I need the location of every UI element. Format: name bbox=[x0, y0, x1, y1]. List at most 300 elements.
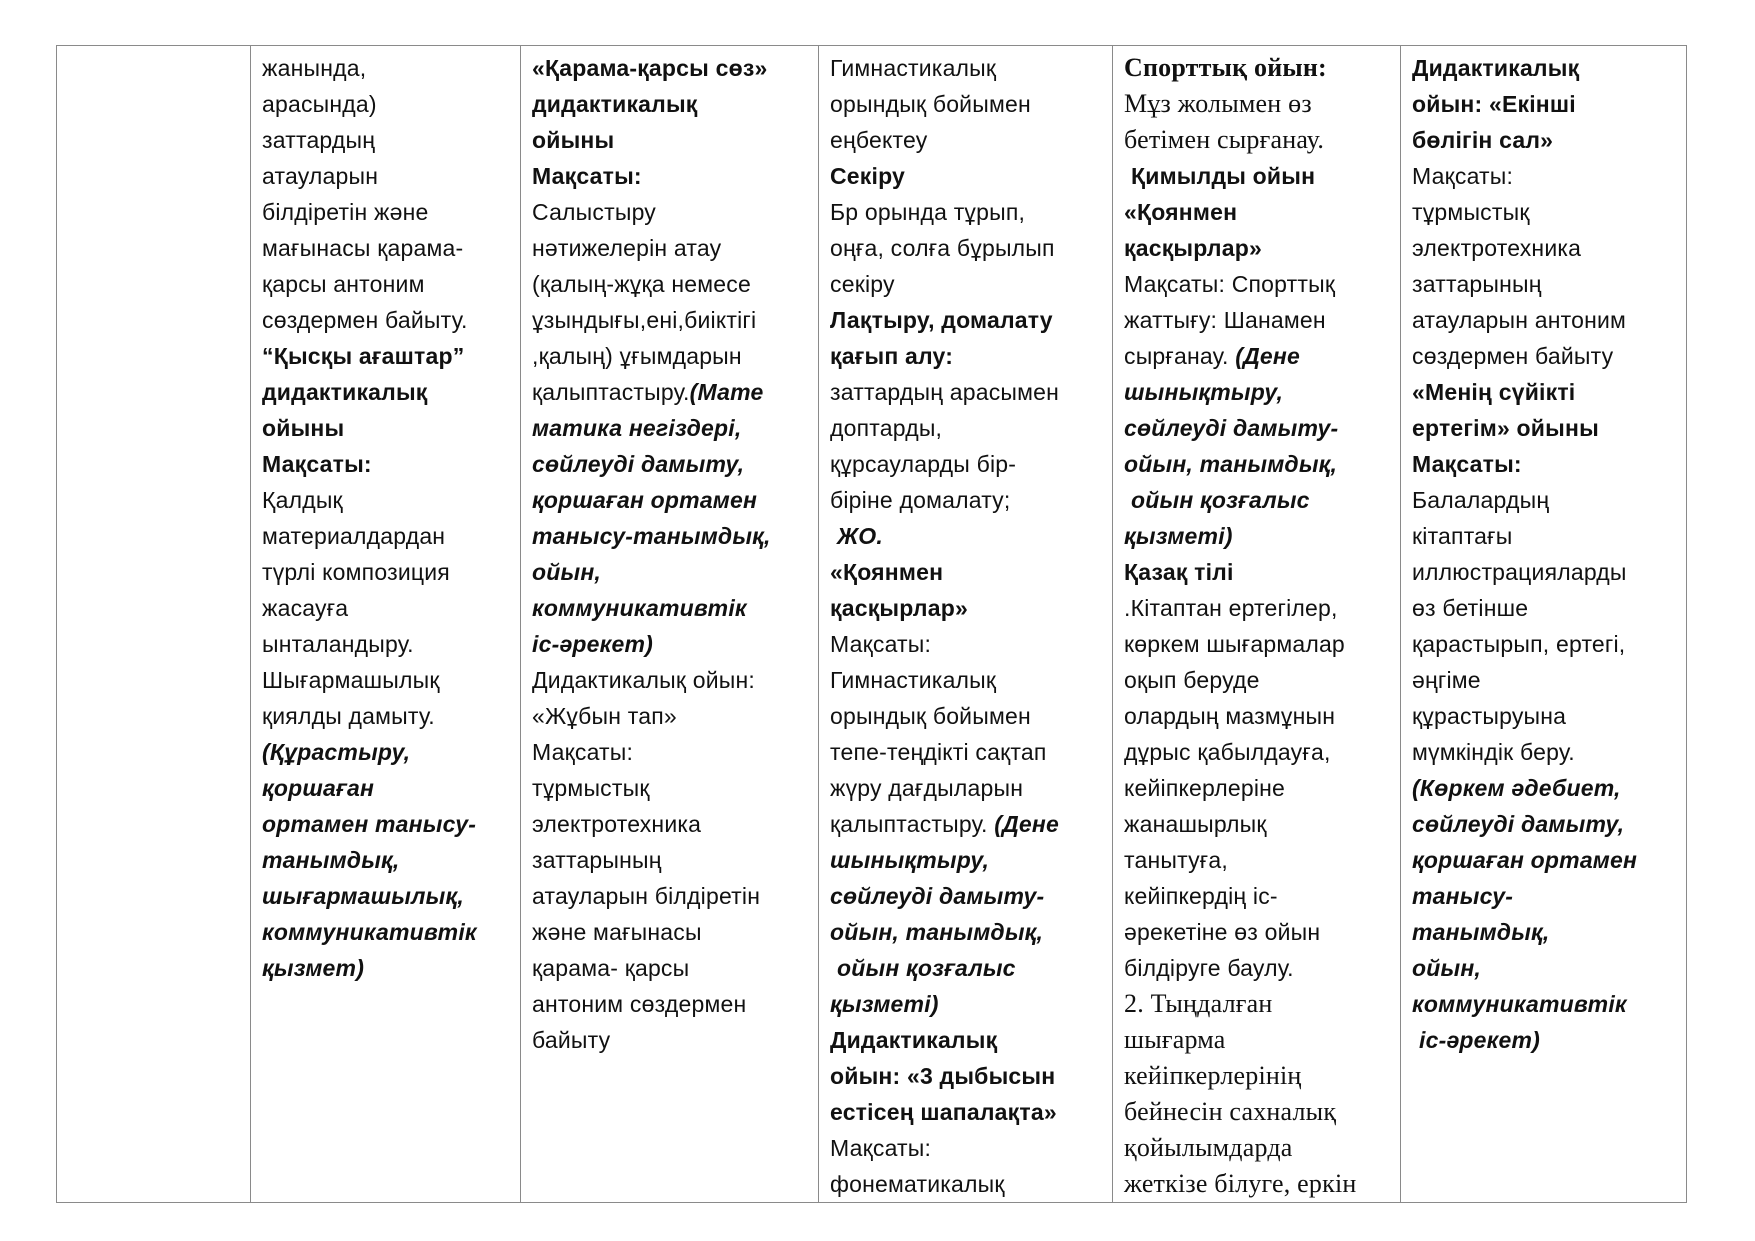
text-line bbox=[1412, 374, 1676, 410]
text-line bbox=[1124, 950, 1390, 986]
text-line bbox=[532, 50, 808, 86]
text-run: ынталандыру. bbox=[262, 631, 414, 657]
text-run: доптарды, bbox=[830, 415, 943, 441]
text-run: кейіпкердің іс- bbox=[1124, 883, 1278, 909]
text-run: сөйлеуді дамыту- bbox=[1124, 415, 1339, 441]
text-line bbox=[830, 86, 1102, 122]
text-line bbox=[830, 374, 1102, 410]
text-line bbox=[830, 230, 1102, 266]
text-run: заттардың арасымен bbox=[830, 379, 1060, 405]
text-run: Мақсаты: Спорттық bbox=[1124, 271, 1336, 297]
text-line bbox=[830, 50, 1102, 86]
text-run: еңбектеу bbox=[830, 127, 928, 153]
text-run: ойын қозғалыс bbox=[1131, 487, 1310, 513]
text-run: (Дене bbox=[1228, 343, 1300, 369]
text-run: Секіру bbox=[830, 163, 906, 189]
text-run: ойын, танымдық, bbox=[830, 919, 1044, 945]
text-run: Лақтыру, домалату bbox=[830, 307, 1053, 333]
text-line bbox=[1124, 122, 1390, 158]
text-run: (Дене bbox=[987, 811, 1059, 837]
text-run: коммуникативтік bbox=[1412, 991, 1627, 1017]
text-run: ойын, bbox=[1412, 955, 1482, 981]
text-run: заттарының bbox=[1412, 271, 1542, 297]
text-line bbox=[830, 1130, 1102, 1166]
text-run: ойын, bbox=[532, 559, 602, 585]
text-line bbox=[830, 1094, 1102, 1130]
text-line bbox=[830, 266, 1102, 302]
text-run: Мақсаты: bbox=[830, 1135, 932, 1161]
text-run: қойылымдарда bbox=[1124, 1133, 1293, 1162]
text-line bbox=[830, 410, 1102, 446]
text-line bbox=[262, 554, 510, 590]
column-6-cell bbox=[1401, 46, 1687, 1203]
text-line bbox=[262, 734, 510, 770]
text-line bbox=[830, 194, 1102, 230]
text-line bbox=[1412, 842, 1676, 878]
text-run: ойыны bbox=[532, 127, 615, 153]
text-line bbox=[532, 842, 808, 878]
text-run: жүру дағдыларын bbox=[830, 775, 1024, 801]
text-line bbox=[262, 482, 510, 518]
text-line bbox=[532, 266, 808, 302]
text-line bbox=[532, 302, 808, 338]
text-line bbox=[1124, 302, 1390, 338]
text-line bbox=[1412, 878, 1676, 914]
text-line bbox=[262, 590, 510, 626]
text-run: көркем шығармалар bbox=[1124, 631, 1345, 657]
text-line bbox=[532, 986, 808, 1022]
text-run: «Менің сүйікті bbox=[1412, 379, 1576, 405]
text-run: бейнесін сахналық bbox=[1124, 1097, 1337, 1126]
text-run: шығарма bbox=[1124, 1025, 1226, 1054]
text-line bbox=[532, 698, 808, 734]
text-line bbox=[830, 914, 1102, 950]
text-run: шынықтыру, bbox=[1124, 379, 1284, 405]
text-run: «Қоянмен bbox=[830, 559, 944, 585]
text-line bbox=[262, 122, 510, 158]
text-line bbox=[1124, 230, 1390, 266]
text-run: сөйлеуді дамыту, bbox=[532, 451, 745, 477]
text-run: электротехника bbox=[1412, 235, 1582, 261]
text-line bbox=[1124, 554, 1390, 590]
text-line bbox=[1124, 158, 1390, 194]
text-line bbox=[1412, 86, 1676, 122]
text-run: Гимнастикалық bbox=[830, 55, 997, 81]
text-run: ұзындығы,ені,биіктігі bbox=[532, 307, 757, 333]
text-line bbox=[830, 338, 1102, 374]
text-run: атауларын bbox=[262, 163, 379, 189]
text-line bbox=[830, 734, 1102, 770]
text-run: Балалардың bbox=[1412, 487, 1550, 513]
text-line bbox=[1124, 410, 1390, 446]
text-line bbox=[532, 914, 808, 950]
text-run: .Кітаптан ертегілер, bbox=[1124, 595, 1338, 621]
text-line bbox=[1124, 1166, 1390, 1202]
text-line bbox=[830, 302, 1102, 338]
text-line bbox=[262, 266, 510, 302]
text-run: Мұз жолымен өз bbox=[1124, 89, 1312, 118]
text-line bbox=[532, 86, 808, 122]
text-line bbox=[1124, 194, 1390, 230]
text-run: тұрмыстық bbox=[1412, 199, 1530, 225]
text-line bbox=[1412, 662, 1676, 698]
text-run: қағып алу: bbox=[830, 343, 954, 369]
text-run: кейіпкерлерінің bbox=[1124, 1061, 1302, 1090]
text-run: орындық бойымен bbox=[830, 91, 1031, 117]
text-line bbox=[1124, 806, 1390, 842]
text-run: кітаптағы bbox=[1412, 523, 1513, 549]
text-run: Гимнастикалық bbox=[830, 667, 997, 693]
text-line bbox=[830, 842, 1102, 878]
text-line bbox=[1124, 914, 1390, 950]
text-line bbox=[1412, 446, 1676, 482]
text-run: байыту bbox=[532, 1027, 611, 1053]
text-run: жанында, bbox=[262, 55, 367, 81]
text-line bbox=[1412, 266, 1676, 302]
text-line bbox=[532, 950, 808, 986]
text-line bbox=[1412, 50, 1676, 86]
text-line bbox=[262, 842, 510, 878]
text-run: шығармашылық, bbox=[262, 883, 464, 909]
text-line bbox=[262, 662, 510, 698]
text-line bbox=[830, 158, 1102, 194]
text-run: тұрмыстық bbox=[532, 775, 650, 801]
text-run: орындық бойымен bbox=[830, 703, 1031, 729]
text-line bbox=[830, 950, 1102, 986]
text-run: ойын, танымдық, bbox=[1124, 451, 1338, 477]
text-line bbox=[1124, 590, 1390, 626]
text-run: қоршаған ортамен bbox=[532, 487, 758, 513]
text-run: құрастыруына bbox=[1412, 703, 1567, 729]
text-line bbox=[262, 302, 510, 338]
text-run: арасында) bbox=[262, 91, 377, 117]
text-line bbox=[262, 410, 510, 446]
text-run: ортамен танысу- bbox=[262, 811, 477, 837]
text-run: оңға, солға бұрылып bbox=[830, 235, 1055, 261]
text-line bbox=[1412, 230, 1676, 266]
text-run: танытуға, bbox=[1124, 847, 1228, 873]
text-run: әңгіме bbox=[1412, 667, 1481, 693]
text-run: танымдық, bbox=[1412, 919, 1550, 945]
text-run: “Қысқы ағаштар” bbox=[262, 343, 465, 369]
text-run: коммуникативтік bbox=[262, 919, 477, 945]
text-run: (Құрастыру, bbox=[262, 739, 411, 765]
text-line bbox=[1124, 1130, 1390, 1166]
text-run: мағынасы қарама- bbox=[262, 235, 464, 261]
text-run: білдіруге баулу. bbox=[1124, 955, 1294, 981]
text-run: қарама- қарсы bbox=[532, 955, 690, 981]
text-line bbox=[1412, 986, 1676, 1022]
text-line bbox=[532, 806, 808, 842]
text-run: секіру bbox=[830, 271, 895, 297]
text-line bbox=[532, 122, 808, 158]
text-run: атауларын білдіретін bbox=[532, 883, 761, 909]
text-line bbox=[262, 446, 510, 482]
text-line bbox=[262, 158, 510, 194]
text-run: бөлігін сал» bbox=[1412, 127, 1554, 153]
column-3-cell bbox=[521, 46, 819, 1203]
text-run: фонематикалық bbox=[830, 1171, 1005, 1197]
text-line bbox=[1124, 518, 1390, 554]
text-line bbox=[262, 914, 510, 950]
column-4-cell bbox=[819, 46, 1113, 1203]
text-line bbox=[1124, 266, 1390, 302]
activity-plan-table bbox=[56, 45, 1687, 1203]
text-line bbox=[1412, 122, 1676, 158]
text-line bbox=[262, 698, 510, 734]
text-line bbox=[532, 878, 808, 914]
text-run: жасауға bbox=[262, 595, 349, 621]
text-line bbox=[1412, 590, 1676, 626]
text-line bbox=[1124, 1058, 1390, 1094]
text-run: қызмет) bbox=[262, 955, 365, 981]
text-run: сырғанау. bbox=[1124, 343, 1229, 369]
text-line bbox=[532, 230, 808, 266]
text-run: матика негіздері, bbox=[532, 415, 742, 441]
text-run: антоним сөздермен bbox=[532, 991, 747, 1017]
text-line bbox=[1124, 770, 1390, 806]
text-run: дидактикалық bbox=[532, 91, 698, 117]
text-run: сөздермен байыту. bbox=[262, 307, 468, 333]
text-run: дидактикалық bbox=[262, 379, 428, 405]
text-line bbox=[1124, 482, 1390, 518]
text-run: тепе-теңдікті сақтап bbox=[830, 739, 1047, 765]
text-line bbox=[1124, 446, 1390, 482]
text-run: сөйлеуді дамыту- bbox=[830, 883, 1045, 909]
text-run: мүмкіндік беру. bbox=[1412, 739, 1575, 765]
text-run: Мақсаты: bbox=[532, 739, 634, 765]
text-line bbox=[262, 50, 510, 86]
text-run: қасқырлар» bbox=[830, 595, 968, 621]
text-line bbox=[262, 626, 510, 662]
text-line bbox=[1412, 950, 1676, 986]
text-line bbox=[262, 878, 510, 914]
text-line bbox=[830, 986, 1102, 1022]
text-run: әрекетіне өз ойын bbox=[1124, 919, 1321, 945]
text-line bbox=[1412, 806, 1676, 842]
text-run: түрлі композиция bbox=[262, 559, 450, 585]
text-line bbox=[1124, 338, 1390, 374]
text-run: дұрыс қабылдауға, bbox=[1124, 739, 1331, 765]
text-run: иллюстрацияларды bbox=[1412, 559, 1627, 585]
text-line bbox=[830, 482, 1102, 518]
text-run: қарсы антоним bbox=[262, 271, 425, 297]
text-line bbox=[1412, 914, 1676, 950]
text-line bbox=[262, 950, 510, 986]
text-run: «Жұбын тап» bbox=[532, 703, 677, 729]
text-line bbox=[532, 446, 808, 482]
text-line bbox=[1124, 626, 1390, 662]
text-run: Қалдық bbox=[262, 487, 343, 513]
text-run: Мақсаты: bbox=[1412, 163, 1514, 189]
text-run: сөздермен байыту bbox=[1412, 343, 1614, 369]
text-run: білдіретін және bbox=[262, 199, 429, 225]
text-line bbox=[1124, 1022, 1390, 1058]
text-line bbox=[830, 626, 1102, 662]
text-line bbox=[532, 626, 808, 662]
text-run: (қалың-жұқа немесе bbox=[532, 271, 751, 297]
text-line bbox=[1412, 626, 1676, 662]
text-run: заттарының bbox=[532, 847, 662, 873]
text-run: Салыстыру bbox=[532, 199, 657, 225]
text-line bbox=[532, 194, 808, 230]
text-run: Спорттық ойын: bbox=[1124, 53, 1327, 82]
text-run: Дидактикалық ойын: bbox=[532, 667, 755, 693]
text-run: коммуникативтік bbox=[532, 595, 747, 621]
text-line bbox=[262, 230, 510, 266]
text-line bbox=[532, 734, 808, 770]
text-run: ойыны bbox=[262, 415, 345, 441]
text-line bbox=[262, 338, 510, 374]
text-run: 2. Тыңдалған bbox=[1124, 989, 1273, 1018]
text-line bbox=[1412, 194, 1676, 230]
text-run: атауларын антоним bbox=[1412, 307, 1627, 333]
text-run: (Мате bbox=[689, 379, 764, 405]
text-run: нәтижелерін атау bbox=[532, 235, 722, 261]
text-run: қарастырып, ертегі, bbox=[1412, 631, 1626, 657]
text-run: танымдық, bbox=[262, 847, 400, 873]
text-run: Мақсаты: bbox=[1412, 451, 1522, 477]
text-run: қоршаған bbox=[262, 775, 375, 801]
text-line bbox=[1412, 698, 1676, 734]
text-run: шынықтыру, bbox=[830, 847, 990, 873]
text-line bbox=[1124, 878, 1390, 914]
text-run: ЖО. bbox=[837, 523, 883, 549]
text-line bbox=[830, 122, 1102, 158]
text-run: электротехника bbox=[532, 811, 702, 837]
text-line bbox=[262, 374, 510, 410]
text-line bbox=[830, 878, 1102, 914]
text-line bbox=[1412, 1022, 1676, 1058]
text-line bbox=[262, 518, 510, 554]
text-run: «Қарама-қарсы сөз» bbox=[532, 55, 768, 81]
text-run: қиялды дамыту. bbox=[262, 703, 435, 729]
text-run: ойын қозғалыс bbox=[837, 955, 1016, 981]
text-run: материалдардан bbox=[262, 523, 446, 549]
text-run: естісең шапалақта» bbox=[830, 1099, 1057, 1125]
text-run: ертегім» ойыны bbox=[1412, 415, 1599, 441]
text-run: Мақсаты: bbox=[830, 631, 932, 657]
text-run: ойын: «3 дыбысын bbox=[830, 1063, 1056, 1089]
text-line bbox=[532, 554, 808, 590]
text-run: ойын: «Екінші bbox=[1412, 91, 1576, 117]
text-run: заттардың bbox=[262, 127, 376, 153]
text-line bbox=[830, 1166, 1102, 1202]
text-line bbox=[1412, 518, 1676, 554]
text-line bbox=[1124, 734, 1390, 770]
text-run: Қимылды ойын bbox=[1131, 163, 1316, 189]
text-line bbox=[1412, 770, 1676, 806]
text-line bbox=[1412, 410, 1676, 446]
text-run: және мағынасы bbox=[532, 919, 702, 945]
text-run: қызметі) bbox=[830, 991, 939, 1017]
text-line bbox=[1412, 482, 1676, 518]
text-line bbox=[830, 590, 1102, 626]
text-line bbox=[1124, 842, 1390, 878]
text-line bbox=[1412, 302, 1676, 338]
text-run: сөйлеуді дамыту, bbox=[1412, 811, 1625, 837]
text-run: танысу-танымдық, bbox=[532, 523, 771, 549]
text-run: «Қоянмен bbox=[1124, 199, 1238, 225]
text-line bbox=[830, 1022, 1102, 1058]
text-line bbox=[532, 410, 808, 446]
text-line bbox=[830, 554, 1102, 590]
text-line bbox=[1412, 158, 1676, 194]
text-line bbox=[262, 806, 510, 842]
text-line bbox=[262, 770, 510, 806]
text-line bbox=[532, 158, 808, 194]
text-line bbox=[532, 662, 808, 698]
text-line bbox=[532, 374, 808, 410]
text-line bbox=[532, 770, 808, 806]
text-run: Дидактикалық bbox=[830, 1027, 998, 1053]
text-run: оқып беруде bbox=[1124, 667, 1260, 693]
text-line bbox=[262, 86, 510, 122]
text-run: олардың мазмұнын bbox=[1124, 703, 1336, 729]
text-run: Мақсаты: bbox=[532, 163, 642, 189]
text-run: жаттығу: Шанамен bbox=[1124, 307, 1326, 333]
text-line bbox=[1124, 986, 1390, 1022]
text-line bbox=[1412, 554, 1676, 590]
text-line bbox=[830, 698, 1102, 734]
text-line bbox=[830, 518, 1102, 554]
text-run: қызметі) bbox=[1124, 523, 1233, 549]
text-line bbox=[532, 482, 808, 518]
text-run: қалыптастыру. bbox=[830, 811, 988, 837]
text-run: (Көркем әдебиет, bbox=[1412, 775, 1621, 801]
text-run: Қазақ тілі bbox=[1124, 559, 1234, 585]
text-line bbox=[830, 446, 1102, 482]
text-run: кейіпкерлеріне bbox=[1124, 775, 1286, 801]
text-run: Бр орында тұрып, bbox=[830, 199, 1026, 225]
text-line bbox=[1124, 374, 1390, 410]
text-line bbox=[830, 770, 1102, 806]
text-line bbox=[830, 1058, 1102, 1094]
text-run: ,қалың) ұғымдарын bbox=[532, 343, 742, 369]
text-run: қалыптастыру. bbox=[532, 379, 690, 405]
column-2-cell bbox=[251, 46, 521, 1203]
text-run: жанашырлық bbox=[1124, 811, 1267, 837]
text-line bbox=[532, 338, 808, 374]
text-line bbox=[1124, 50, 1390, 86]
text-run: жеткізе білуге, еркін bbox=[1124, 1169, 1357, 1198]
text-run: құрсауларды бір- bbox=[830, 451, 1017, 477]
text-line bbox=[1124, 698, 1390, 734]
text-line bbox=[830, 806, 1102, 842]
text-line bbox=[830, 662, 1102, 698]
table-row bbox=[57, 46, 1687, 1203]
text-line bbox=[532, 590, 808, 626]
text-run: Шығармашылық bbox=[262, 667, 440, 693]
text-run: іс-әрекет) bbox=[532, 631, 654, 657]
text-line bbox=[1412, 734, 1676, 770]
column-1-cell bbox=[57, 46, 251, 1203]
text-line bbox=[1124, 662, 1390, 698]
text-line bbox=[532, 518, 808, 554]
text-run: іс-әрекет) bbox=[1419, 1027, 1541, 1053]
text-run: қоршаған ортамен bbox=[1412, 847, 1638, 873]
text-run: бетімен сырғанау. bbox=[1124, 125, 1325, 154]
text-line bbox=[532, 1022, 808, 1058]
text-line bbox=[1124, 1094, 1390, 1130]
text-run: біріне домалату; bbox=[830, 487, 1011, 513]
text-run: Мақсаты: bbox=[262, 451, 372, 477]
text-line bbox=[1412, 338, 1676, 374]
text-line bbox=[262, 194, 510, 230]
text-run: қасқырлар» bbox=[1124, 235, 1262, 261]
text-run: өз бетінше bbox=[1412, 595, 1529, 621]
text-run: танысу- bbox=[1412, 883, 1514, 909]
